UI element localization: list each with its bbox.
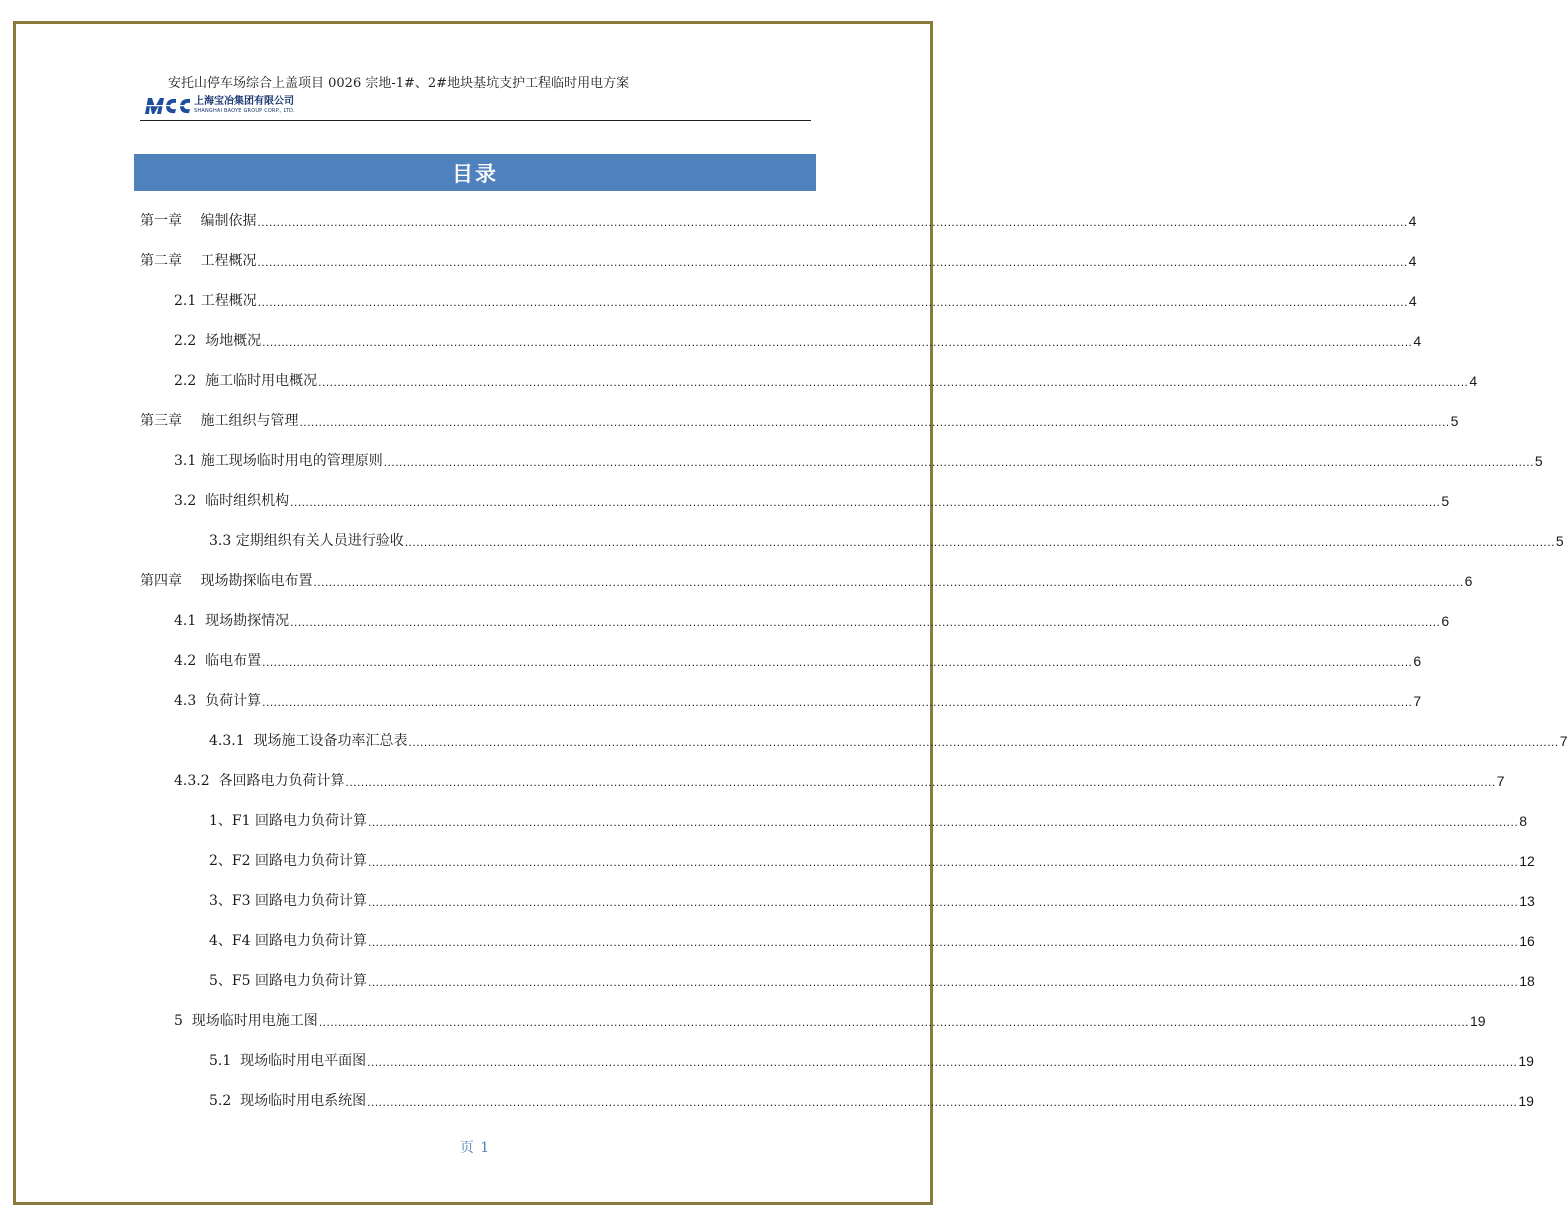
toc-entry-page: 6: [1441, 613, 1450, 629]
toc-entry-label: 第一章 编制依据: [140, 213, 257, 229]
company-logo: [143, 92, 295, 118]
toc-entry[interactable]: [174, 291, 1417, 311]
toc-entry-label: 2.1 工程概况: [174, 293, 257, 309]
toc-entry[interactable]: [209, 731, 1568, 751]
mcc-logo-icon: [143, 94, 191, 116]
toc-entry[interactable]: [174, 1011, 1486, 1031]
toc-entry[interactable]: [140, 251, 1417, 271]
toc-leader-dots: ............................................................................................................................................................................................................................................................................................................: [367, 975, 1519, 989]
toc-entry-label: 第二章 工程概况: [140, 253, 257, 269]
toc-entry-label: 2、F2 回路电力负荷计算: [209, 853, 367, 869]
toc-entry-label: 2.2 施工临时用电概况: [174, 373, 318, 389]
document-header-title: 安托山停车场综合上盖项目 0026 宗地-1#、2#地块基坑支护工程临时用电方案: [168, 76, 630, 91]
toc-entry-page: 4: [1408, 293, 1417, 309]
toc-leader-dots: ............................................................................................................................................................................................................................................................................................................: [318, 375, 1469, 389]
toc-entry-page: 4: [1408, 253, 1417, 269]
toc-title: 目录: [134, 154, 816, 191]
toc-entry[interactable]: [209, 931, 1535, 951]
toc-entry-label: 4.2 临电布置: [174, 653, 262, 669]
toc-entry-label: 3.1 施工现场临时用电的管理原则: [174, 453, 383, 469]
toc-leader-dots: ............................................................................................................................................................................................................................................................................................................: [313, 575, 1464, 589]
toc-entry-label: 2.2 场地概况: [174, 333, 262, 349]
toc-entry-label: 5、F5 回路电力负荷计算: [209, 973, 367, 989]
toc-entry-label: 第三章 施工组织与管理: [140, 413, 299, 429]
toc-entry-label: 第四章 现场勘探临电布置: [140, 573, 313, 589]
toc-entry[interactable]: [140, 571, 1473, 591]
toc-entry[interactable]: [209, 971, 1535, 991]
toc-entry-page: 6: [1464, 573, 1473, 589]
toc-leader-dots: ............................................................................................................................................................................................................................................................................................................: [290, 495, 1441, 509]
toc-entry-page: 7: [1413, 693, 1422, 709]
toc-entry[interactable]: [209, 891, 1535, 911]
toc-entry-page: 4: [1413, 333, 1422, 349]
toc-leader-dots: ............................................................................................................................................................................................................................................................................................................: [367, 1095, 1518, 1109]
toc-leader-dots: ............................................................................................................................................................................................................................................................................................................: [257, 255, 1408, 269]
toc-leader-dots: ............................................................................................................................................................................................................................................................................................................: [290, 615, 1441, 629]
toc-entry[interactable]: [209, 531, 1564, 551]
toc-entry[interactable]: [174, 491, 1450, 511]
toc-leader-dots: ............................................................................................................................................................................................................................................................................................................: [383, 455, 1534, 469]
toc-entry-label: 4.3.1 现场施工设备功率汇总表: [209, 733, 408, 749]
toc-entry[interactable]: [174, 371, 1478, 391]
toc-entry-page: 19: [1470, 1013, 1486, 1029]
toc-entry-page: 4: [1408, 213, 1417, 229]
toc-entry-label: 5.1 现场临时用电平面图: [209, 1053, 367, 1069]
toc-entry-label: 4.1 现场勘探情况: [174, 613, 290, 629]
toc-entry[interactable]: [174, 451, 1543, 471]
toc-leader-dots: ............................................................................................................................................................................................................................................................................................................: [367, 815, 1519, 829]
toc-leader-dots: ............................................................................................................................................................................................................................................................................................................: [367, 855, 1519, 869]
toc-entry-page: 7: [1496, 773, 1505, 789]
toc-leader-dots: ............................................................................................................................................................................................................................................................................................................: [257, 295, 1408, 309]
toc-entry[interactable]: [174, 771, 1505, 791]
logo-text-en: SHANGHAI BAOYE GROUP CORP., LTD.: [194, 107, 295, 114]
toc-entry-page: 5: [1534, 453, 1543, 469]
toc-entry-page: 18: [1519, 973, 1535, 989]
header-divider: [140, 120, 811, 121]
toc-entry-label: 4、F4 回路电力负荷计算: [209, 933, 367, 949]
toc-entry-page: 16: [1519, 933, 1535, 949]
toc-leader-dots: ............................................................................................................................................................................................................................................................................................................: [318, 1015, 1470, 1029]
toc-entry-label: 5.2 现场临时用电系统图: [209, 1093, 367, 1109]
toc-entry-page: 4: [1469, 373, 1478, 389]
toc-leader-dots: ............................................................................................................................................................................................................................................................................................................: [262, 655, 1413, 669]
toc-entry-page: 7: [1559, 733, 1568, 749]
toc-entry-label: 3.2 临时组织机构: [174, 493, 290, 509]
toc-leader-dots: ............................................................................................................................................................................................................................................................................................................: [408, 735, 1559, 749]
toc-entry[interactable]: [209, 1091, 1534, 1111]
toc-entry[interactable]: [174, 691, 1422, 711]
logo-text-cn: 上海宝冶集团有限公司: [194, 95, 294, 107]
toc-entry-label: 4.3.2 各回路电力负荷计算: [174, 773, 345, 789]
toc-entry[interactable]: [209, 1051, 1534, 1071]
toc-entry[interactable]: [140, 211, 1417, 231]
toc-entry-label: 3.3 定期组织有关人员进行验收: [209, 533, 404, 549]
toc-entry[interactable]: [174, 651, 1422, 671]
toc-leader-dots: ............................................................................................................................................................................................................................................................................................................: [367, 895, 1519, 909]
toc-entry-page: 19: [1518, 1053, 1534, 1069]
toc-entry-page: 5: [1555, 533, 1564, 549]
toc-entry-page: 19: [1518, 1093, 1534, 1109]
toc-leader-dots: ............................................................................................................................................................................................................................................................................................................: [262, 335, 1413, 349]
toc-leader-dots: ............................................................................................................................................................................................................................................................................................................: [262, 695, 1413, 709]
toc-entry-page: 6: [1413, 653, 1422, 669]
toc-entry-label: 3、F3 回路电力负荷计算: [209, 893, 367, 909]
toc-entry-page: 5: [1441, 493, 1450, 509]
page-number: 页 1: [459, 1140, 491, 1156]
toc-entry-page: 8: [1519, 813, 1527, 829]
toc-leader-dots: ............................................................................................................................................................................................................................................................................................................: [367, 1055, 1518, 1069]
toc-entry[interactable]: [174, 611, 1450, 631]
toc-entry-page: 5: [1450, 413, 1459, 429]
toc-entry-page: 12: [1519, 853, 1535, 869]
toc-leader-dots: ............................................................................................................................................................................................................................................................................................................: [345, 775, 1496, 789]
toc-entry[interactable]: [209, 811, 1527, 831]
toc-entry[interactable]: [140, 411, 1459, 431]
toc-entry[interactable]: [174, 331, 1422, 351]
toc-entry[interactable]: [209, 851, 1535, 871]
toc-entry-page: 13: [1519, 893, 1535, 909]
toc-leader-dots: ............................................................................................................................................................................................................................................................................................................: [404, 535, 1555, 549]
toc-entry-label: 5 现场临时用电施工图: [174, 1013, 318, 1029]
toc-leader-dots: ............................................................................................................................................................................................................................................................................................................: [257, 215, 1408, 229]
toc-leader-dots: ............................................................................................................................................................................................................................................................................................................: [299, 415, 1450, 429]
toc-entry-label: 4.3 负荷计算: [174, 693, 262, 709]
toc-entry-label: 1、F1 回路电力负荷计算: [209, 813, 367, 829]
toc-leader-dots: ............................................................................................................................................................................................................................................................................................................: [367, 935, 1519, 949]
